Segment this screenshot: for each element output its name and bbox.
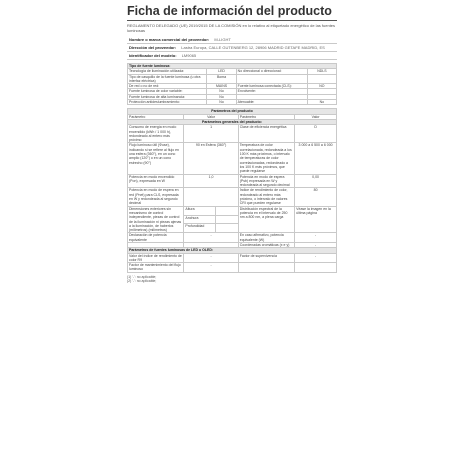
type-param-label: No direccional o direccional: (236, 69, 307, 74)
model-label: Identificador del modelo: (129, 53, 177, 58)
param-value: 90 en Esfera (360°) (184, 143, 238, 174)
param-label: Consumo de energía en modo encendido (kWh / 1 000 h), redondeado al entero más próximo (128, 125, 184, 143)
r9-label: Valor del índice de rendimiento de color R9 (128, 253, 184, 263)
empty-cell (238, 263, 294, 273)
param-value: D (295, 125, 337, 143)
type-row (128, 74, 337, 84)
survival-label: Factor de supervivencia (238, 253, 294, 263)
model-value: LM9065 (181, 53, 197, 58)
type-param-label: Fuente luminosa de alta luminancia: (128, 94, 207, 99)
title-rule (127, 20, 337, 21)
document-title: Ficha de información del producto (127, 4, 332, 18)
dim-width-label: Anchura (184, 215, 215, 224)
type-param-value: MAINS (207, 84, 236, 89)
type-param-label: Atenuable: (236, 100, 307, 105)
col-header-parameter-2: Parámetro (238, 114, 294, 119)
dim-depth-value (215, 224, 238, 233)
regulation-text: REGLAMENTO DELEGADO (UE) 2019/2015 DE LA COMISIÓN en lo relativo al etiquetado energético de las fuentes luminosas (127, 23, 336, 33)
params-section-header: Parámetros del producto (128, 109, 337, 114)
product-information-sheet (127, 4, 337, 466)
type-param-value: No (307, 100, 336, 105)
spectral-value: Véase la imagen en la última página (295, 206, 337, 233)
param-row (128, 143, 337, 174)
address-value: Lastra Europa, CALLE GUTENBERG 12, 28906 MADRID GETAFE MADRID, ES (181, 45, 325, 50)
address-label: Dirección del proveedor: (129, 45, 177, 50)
param-value: 0,00 (295, 174, 337, 188)
address-row (127, 44, 337, 52)
dim-depth-label: Profundidad (184, 224, 215, 233)
param-row (128, 174, 337, 188)
col-header-value-2: Valor (295, 114, 337, 119)
type-param-value: LED (207, 69, 236, 74)
type-param-value: NDLS (307, 69, 336, 74)
type-param-value: NO (307, 84, 336, 89)
type-param-value: No (207, 100, 236, 105)
param-value: 1 (184, 125, 238, 143)
equiv-power-label: En caso afirmativo, potencia equivalente (W) (238, 233, 294, 243)
product-parameters-table (127, 108, 337, 272)
lumen-maint-label: Factor de mantenimiento del flujo luminoso (128, 263, 184, 273)
type-param-value: No (207, 89, 236, 94)
dim-height-label: Altura (184, 206, 215, 215)
type-param-value (307, 74, 336, 84)
survival-value: - (295, 253, 337, 263)
type-row (128, 100, 337, 105)
model-row (127, 52, 337, 60)
param-value: 80 (295, 188, 337, 206)
param-label: Potencia en modo encendido (Pon), expresada en W (128, 174, 184, 188)
type-param-label: De red o no de red: (128, 84, 207, 89)
param-label: Flujo luminoso útil (Φuse), indicando si se refiere al flujo en una esfera (360°), en un cono amplio (120°) o en un cono estrecho (90°) (128, 143, 184, 174)
chroma-value: - (295, 242, 337, 247)
power-decl-value: - (184, 233, 238, 243)
led-params-header: Parámetros de fuentes luminosas de LED u OLED: (128, 248, 337, 253)
type-param-label: Envolvente: (236, 89, 307, 94)
param-label: Temperatura de color correlacionada, redondeada a los 100 K más próximos, o intervalo de temperaturas de color correlacionadas, redondeado a los 100 K más próximos, que puede regularse (238, 143, 294, 174)
r9-value: - (184, 253, 238, 263)
param-label: Potencia en modo de espera (Psb) expresada en W y redondeada al segundo decimal (238, 174, 294, 188)
empty-cell (295, 263, 337, 273)
param-value: 3 000 a 6 500 a 6 000 (295, 143, 337, 174)
type-param-label: Tecnología de iluminación utilizada: (128, 69, 207, 74)
col-header-parameter-1: Parámetro (128, 114, 184, 119)
supplier-row (127, 36, 337, 44)
supplier-value: M-LIGHT (214, 37, 231, 42)
chroma-label: Coordenadas cromáticas (x e y) (238, 242, 294, 247)
param-label: Índice de rendimiento de color, redondeado al entero más próximo, o intervalo de valores CRI que pueden regularse (238, 188, 294, 206)
param-value (184, 188, 238, 206)
dim-height-value (215, 206, 238, 215)
light-source-type-table (127, 63, 337, 105)
param-row (128, 125, 337, 143)
param-value: 1,0 (184, 174, 238, 188)
footnote-1: (1) '-': no aplicable; (127, 274, 157, 279)
param-label: Clase de eficiencia energética (238, 125, 294, 143)
param-label: Potencia en modo de espera en red (Pnet) para CLS, expresada en W y redondeada al segundo decimal (128, 188, 184, 206)
type-param-label: Protección antideslumbramiento: (128, 100, 207, 105)
dimensions-label: Dimensiones exteriores sin mecanismo de control independiente, piezas de control de la iluminación ni piezas ajenas a la iluminación, de haberlos (milímetros) (milímetros) (128, 206, 184, 233)
spectral-label: Distribución espectral de la potencia en el intervalo de 250 nm a 800 nm, a plena carga (238, 206, 294, 233)
dim-width-value (215, 215, 238, 224)
type-param-label: Tipo de casquillo de la fuente luminosa (u otra interfaz eléctrica) (128, 74, 207, 84)
type-param-value: No (207, 94, 236, 99)
lumen-maint-value: - (184, 263, 238, 273)
supplier-label: Nombre o marca comercial del proveedor: (129, 37, 210, 42)
col-header-value-1: Valor (184, 114, 238, 119)
power-decl-label: Declaración de potencia equivalente (128, 233, 184, 243)
type-param-label: Fuente luminosa de color variable: (128, 89, 207, 94)
equiv-power-value: - (295, 233, 337, 243)
type-param-value: Boma (207, 74, 236, 84)
type-param-label (236, 74, 307, 84)
general-params-header: Parámetros generales del producto: (128, 119, 337, 124)
param-row (128, 188, 337, 206)
type-section-header: Tipo de fuente luminosa: (128, 64, 337, 69)
footnote-2: (2) '-': no aplicable; (127, 278, 157, 283)
type-param-label: Fuente luminosa conectada (CLS): (236, 84, 307, 89)
